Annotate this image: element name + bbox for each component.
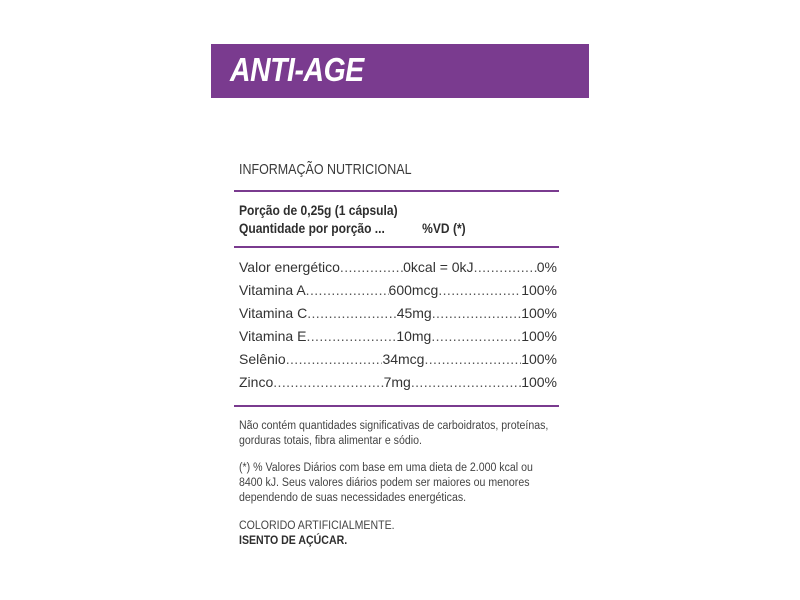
- divider: [234, 246, 559, 248]
- vd-header: %VD (*): [422, 220, 466, 236]
- nutrient-amount: 7mg: [383, 374, 411, 390]
- daily-values-line-3: dependendo de suas necessidades energéticas.: [239, 492, 467, 504]
- nutrient-row: [239, 305, 557, 321]
- nutrient-amount: 34mcg: [382, 351, 425, 367]
- daily-values-line-2: 8400 kJ. Seus valores diários podem ser maiores ou menores: [239, 477, 530, 489]
- artificial-color-note: COLORIDO ARTIFICIALMENTE.: [239, 520, 395, 532]
- not-significant-line-2: gorduras totais, fibra alimentar e sódio.: [239, 435, 422, 447]
- leader-dots: [431, 328, 521, 344]
- nutrient-amount: 45mg: [396, 305, 432, 321]
- nutrient-name: Vitamina E: [239, 328, 307, 344]
- daily-values-line-1: (*) % Valores Diários com base em uma dieta de 2.000 kcal ou: [239, 462, 533, 474]
- product-title: ANTI-AGE: [230, 51, 364, 88]
- nutrient-vd: 100%: [521, 282, 558, 298]
- leader-dots: [432, 305, 521, 321]
- nutrient-row: [239, 328, 557, 344]
- nutrient-name: Selênio: [239, 351, 286, 367]
- leader-dots: [307, 305, 396, 321]
- nutrient-amount: 10mg: [396, 328, 432, 344]
- nutrient-amount: 0kcal = 0kJ: [403, 259, 474, 275]
- nutrient-row: [239, 259, 557, 275]
- leader-dots: [306, 328, 396, 344]
- nutrient-row: [239, 282, 557, 298]
- leader-dots: [273, 374, 383, 390]
- nutrient-vd: 100%: [521, 374, 557, 390]
- portion-size: Porção de 0,25g (1 cápsula): [239, 202, 398, 218]
- nutrient-name: Vitamina C: [239, 305, 308, 321]
- leader-dots: [286, 351, 383, 367]
- nutrient-row: [239, 351, 557, 367]
- nutrient-name: Vitamina A: [239, 282, 306, 298]
- quantity-header: [239, 220, 514, 236]
- nutrient-name: Valor energético: [239, 259, 340, 275]
- nutrient-vd: 0%: [536, 259, 557, 275]
- quantity-dots: ...: [374, 220, 385, 236]
- leader-dots: [474, 259, 537, 275]
- leader-dots: [411, 374, 521, 390]
- not-significant-line-1: Não contém quantidades significativas de carboidratos, proteínas,: [239, 420, 549, 432]
- nutrient-vd: 100%: [521, 305, 557, 321]
- quantity-label: Quantidade por porção: [239, 220, 372, 236]
- divider: [234, 405, 559, 407]
- nutrient-name: Zinco: [239, 374, 274, 390]
- leader-dots: [438, 282, 521, 298]
- notes-block: [239, 419, 552, 549]
- sugar-free-note: ISENTO DE AÇÚCAR.: [239, 535, 348, 547]
- nutrient-vd: 100%: [521, 328, 558, 344]
- nutrient-amount: 600mcg: [388, 282, 439, 298]
- product-banner: [211, 44, 589, 98]
- leader-dots: [340, 259, 403, 275]
- nutrition-heading: INFORMAÇÃO NUTRICIONAL: [239, 162, 412, 178]
- leader-dots: [306, 282, 389, 298]
- nutrient-row: [239, 374, 557, 390]
- divider: [234, 190, 559, 192]
- leader-dots: [424, 351, 521, 367]
- nutrient-vd: 100%: [521, 351, 558, 367]
